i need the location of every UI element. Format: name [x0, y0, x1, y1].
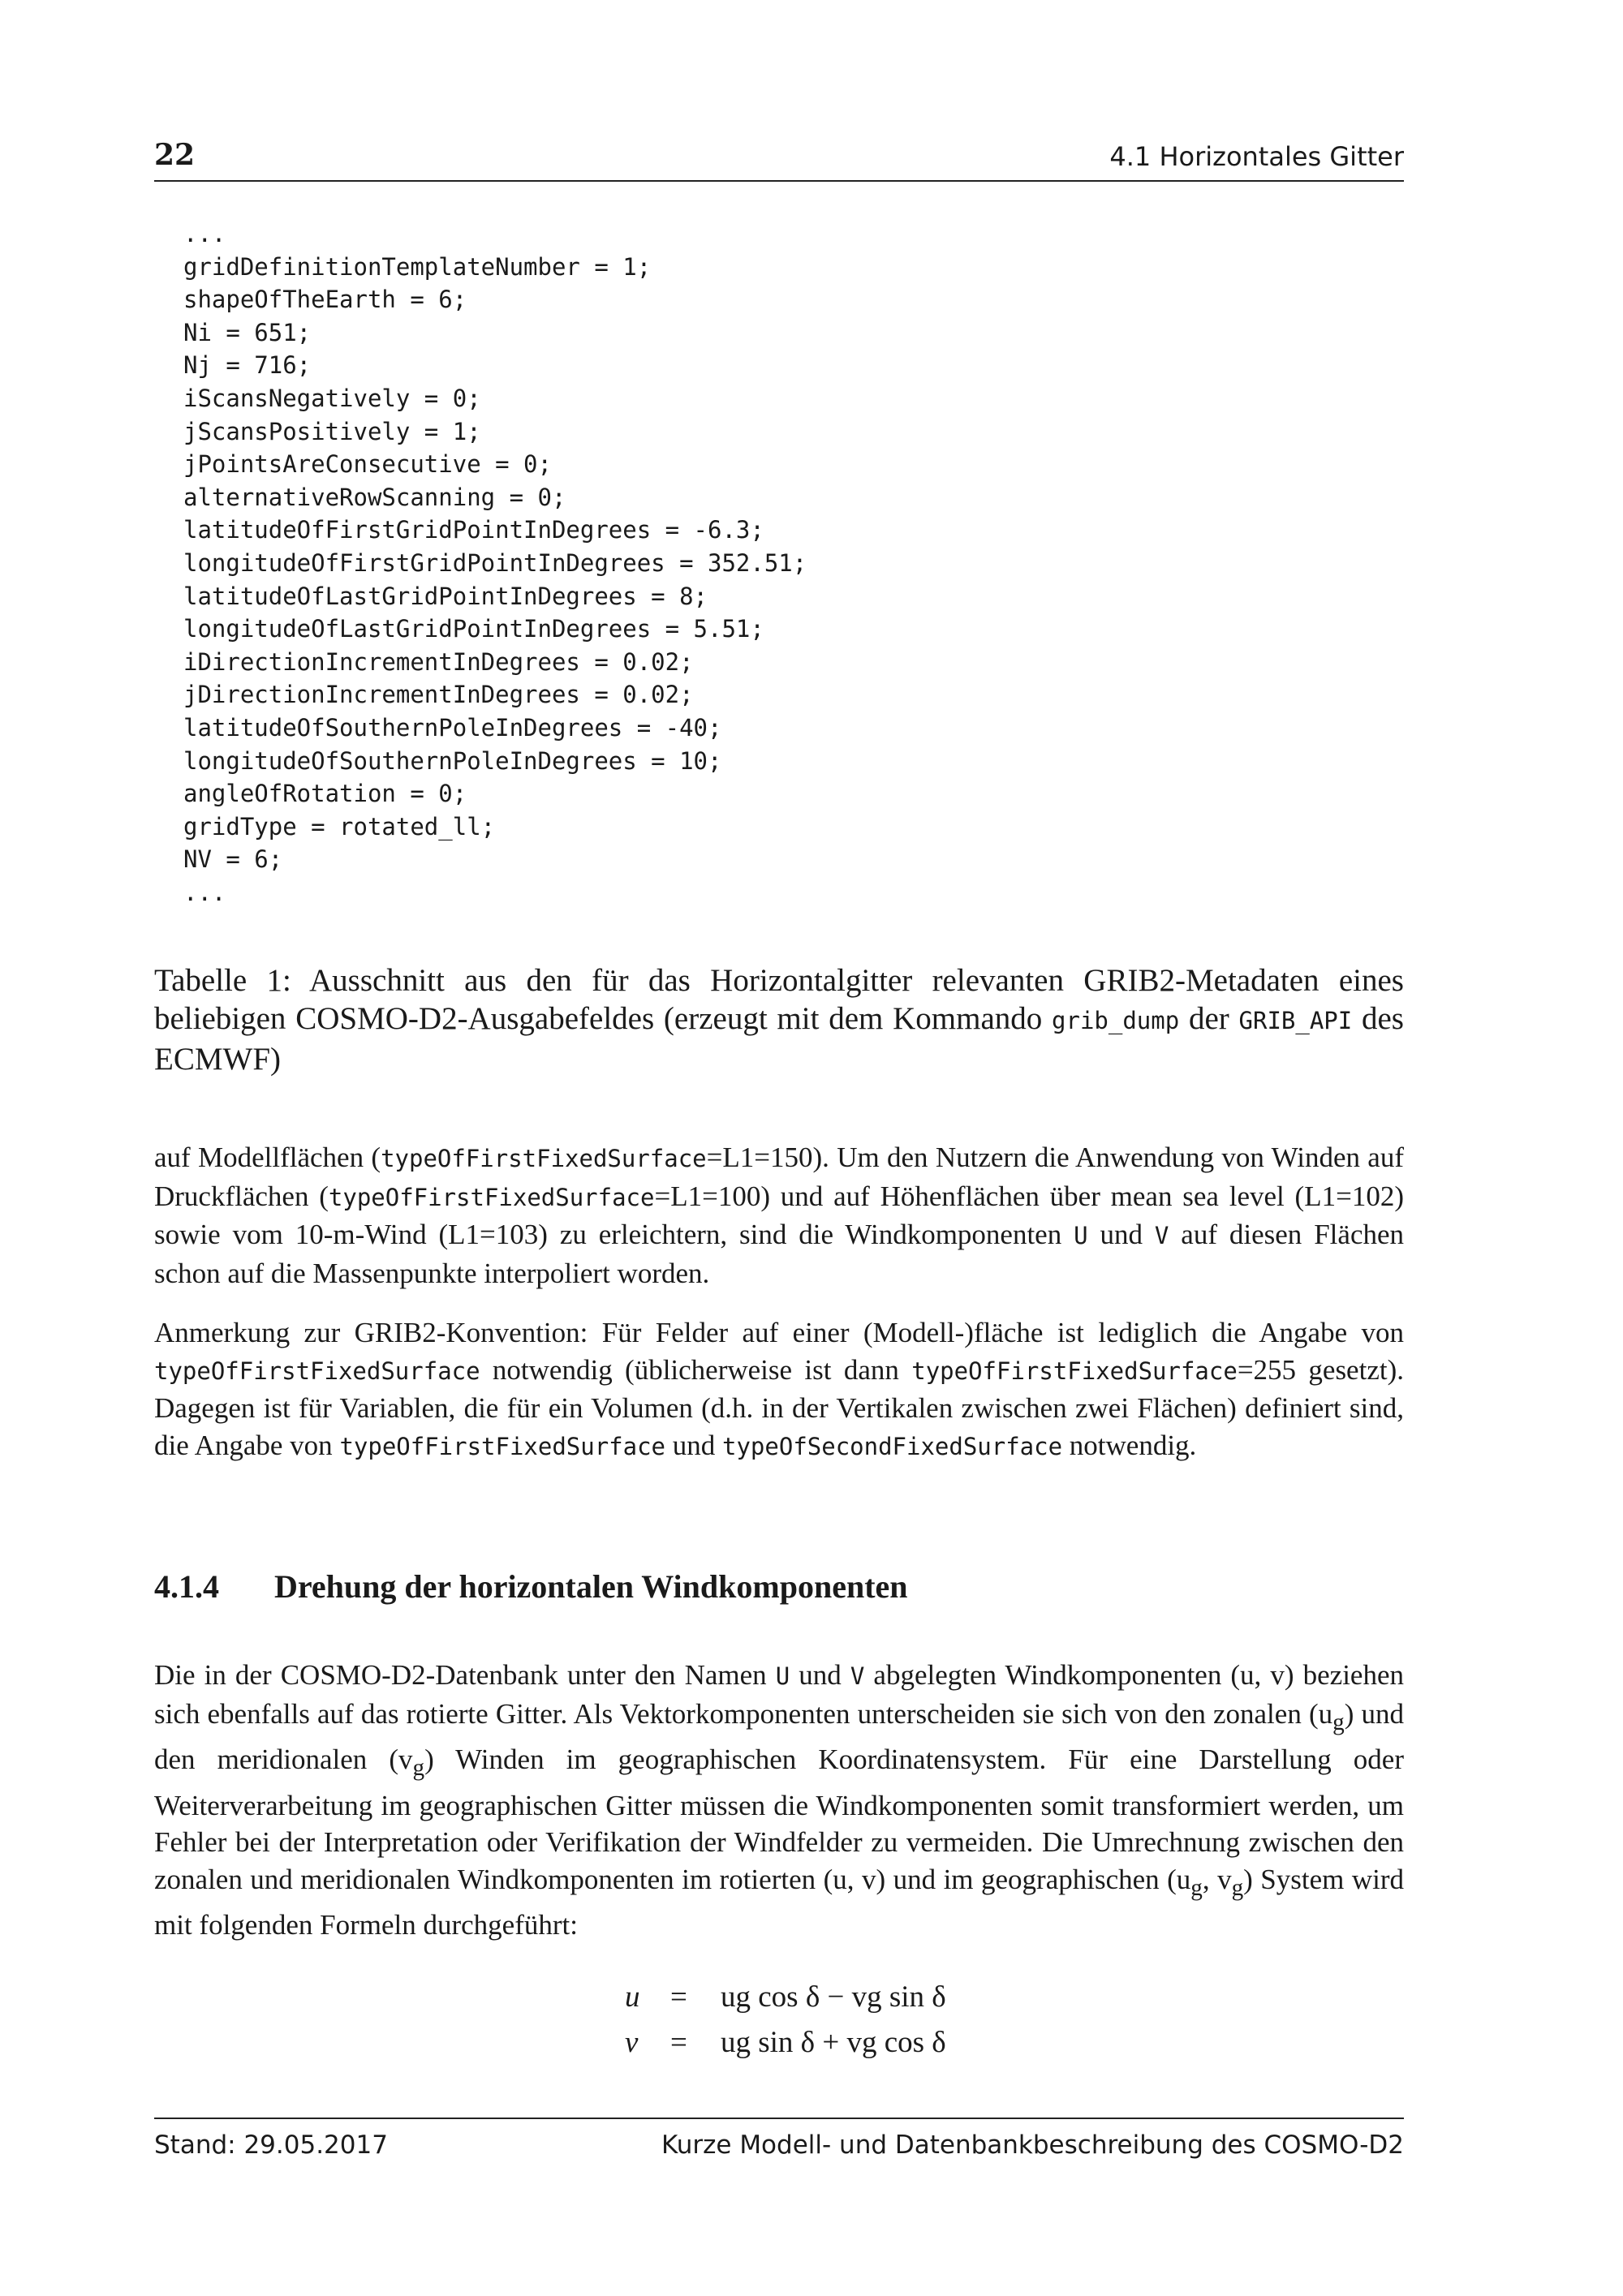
- code-term: typeOfFirstFixedSurface: [339, 1432, 666, 1460]
- section-number: 4.1.4: [154, 1568, 219, 1605]
- code-line: latitudeOfFirstGridPointInDegrees = -6.3;: [183, 516, 764, 544]
- rotation-equations: [0, 1980, 1623, 2070]
- code-line: jPointsAreConsecutive = 0;: [183, 450, 552, 479]
- paragraph-model-levels: [154, 1139, 1404, 1292]
- grib-metadata-code: [183, 217, 1319, 909]
- text: =L1=100) und auf Höhenflächen über mean sea level (L1=102) sowie vom 10-m-Wind (L1=103) zu erleichtern, sind die Windkomponenten: [154, 1180, 1404, 1250]
- text: =L1=150). Um den Nutzern die Anwendung von Winden auf Druckflächen (: [154, 1142, 1405, 1212]
- footer-document-title: Kurze Modell- und Datenbankbeschreibung des COSMO-D2: [661, 2130, 1404, 2160]
- caption-api: GRIB_API: [1238, 1007, 1353, 1034]
- code-line: ...: [183, 878, 226, 906]
- table-caption: [154, 961, 1404, 1078]
- code-line: latitudeOfSouthernPoleInDegrees = -40;: [183, 713, 722, 742]
- equation-lhs: u: [625, 1980, 640, 2014]
- code-term: typeOfFirstFixedSurface: [381, 1145, 707, 1172]
- equation-lhs: v: [625, 2026, 639, 2059]
- equation-v: [0, 2025, 1623, 2070]
- equation-rhs: ug sin δ + vg cos δ: [721, 2026, 946, 2059]
- page-footer: [154, 2130, 1404, 2171]
- text: und: [1087, 1219, 1155, 1250]
- text: notwendig (üblicherweise ist dann: [480, 1353, 912, 1386]
- equation-rhs: ug cos δ − vg sin δ: [721, 1980, 946, 2014]
- code-term: U: [775, 1662, 790, 1690]
- text: Anmerkung zur GRIB2-Konvention: Für Felder auf einer (Modell-)fläche ist lediglich die Angabe von: [154, 1317, 1404, 1348]
- equation-operator: =: [670, 2026, 687, 2059]
- code-line: longitudeOfFirstGridPointInDegrees = 352.51;: [183, 548, 807, 577]
- text: auf diesen Flächen schon auf die Massenpunkte interpoliert worden.: [154, 1219, 1405, 1289]
- code-line: gridDefinitionTemplateNumber = 1;: [183, 252, 652, 281]
- paragraph-grib2-convention: [154, 1314, 1404, 1465]
- code-line: alternativeRowScanning = 0;: [183, 483, 566, 511]
- section-heading: [154, 1567, 1404, 1606]
- code-term: U: [1074, 1222, 1088, 1249]
- text: Die in der COSMO-D2-Datenbank unter den Namen: [154, 1659, 776, 1691]
- running-title: 4.1 Horizontales Gitter: [1109, 141, 1404, 172]
- caption-text: des ECMWF): [154, 1001, 1404, 1077]
- code-line: Nj = 716;: [183, 351, 312, 380]
- text: , v: [1202, 1863, 1232, 1895]
- code-line: jDirectionIncrementInDegrees = 0.02;: [183, 681, 694, 709]
- text: und: [790, 1659, 850, 1691]
- code-line: latitudeOfLastGridPointInDegrees = 8;: [183, 582, 708, 610]
- paragraph-wind-rotation: [154, 1657, 1404, 1944]
- subscript: g: [1332, 1709, 1345, 1735]
- text: notwendig.: [1062, 1429, 1197, 1461]
- text: ) und den meridionalen (v: [154, 1697, 1405, 1775]
- subscript: g: [1190, 1874, 1203, 1901]
- code-line: iDirectionIncrementInDegrees = 0.02;: [183, 647, 694, 676]
- code-line: angleOfRotation = 0;: [183, 780, 467, 808]
- code-term: V: [1154, 1222, 1169, 1249]
- equation-u: [0, 1980, 1623, 2025]
- code-term: typeOfFirstFixedSurface: [154, 1357, 480, 1385]
- code-line: iScansNegatively = 0;: [183, 384, 481, 412]
- footer-rule: [154, 2118, 1404, 2119]
- footer-date: Stand: 29.05.2017: [154, 2130, 388, 2160]
- caption-text: der: [1179, 1001, 1239, 1036]
- subscript: g: [412, 1755, 425, 1781]
- text: ) Winden im geographischen Koordinatensystem. Für eine Darstellung oder Weiterverarbeitung im geographischen Gitter müssen die Windkomponenten somit transformiert werden, um Fehler bei der Interpretation oder Verifikation der Windfelder zu vermeiden. Die Umrechnung zwischen den zonalen und meridionalen Windkomponenten im rotierten (u, v) und im geographischen (u: [154, 1743, 1404, 1895]
- text: und: [665, 1429, 723, 1461]
- code-line: Ni = 651;: [183, 318, 312, 346]
- page-header: [154, 136, 1404, 182]
- subscript: g: [1231, 1874, 1244, 1901]
- text: auf Modellflächen (: [154, 1142, 381, 1173]
- section-title: Drehung der horizontalen Windkomponenten: [274, 1568, 908, 1605]
- code-term: typeOfFirstFixedSurface: [328, 1183, 655, 1211]
- code-term: typeOfSecondFixedSurface: [722, 1432, 1063, 1460]
- equation-operator: =: [670, 1980, 687, 2014]
- caption-command: grib_dump: [1052, 1007, 1180, 1034]
- text: abgelegten Windkomponenten (u, v) beziehen sich ebenfalls auf das rotierte Gitter. Als Vektorkomponenten unterscheiden sie sich von den zonalen (u: [154, 1659, 1404, 1730]
- caption-text: Tabelle 1: Ausschnitt aus den für das Horizontalgitter relevanten GRIB2-Metadaten eines beliebigen COSMO-D2-Ausgabefeldes (erzeugt mit dem Kommando: [154, 963, 1404, 1036]
- code-line: ...: [183, 220, 226, 247]
- code-line: longitudeOfLastGridPointInDegrees = 5.51;: [183, 615, 764, 643]
- text: =255 gesetzt). Dagegen ist für Variablen, die für ein Volumen (d.h. in der Vertikalen zwischen zwei Flächen) definiert sind, die Angabe von: [154, 1353, 1404, 1461]
- code-line: gridType = rotated_ll;: [183, 812, 496, 841]
- code-line: jScansPositively = 1;: [183, 417, 481, 445]
- code-line: longitudeOfSouthernPoleInDegrees = 10;: [183, 746, 722, 775]
- code-line: shapeOfTheEarth = 6;: [183, 286, 467, 314]
- code-line: NV = 6;: [183, 845, 283, 874]
- page-number: 22: [154, 138, 196, 172]
- code-term: V: [850, 1662, 865, 1690]
- header-rule: [154, 180, 1404, 182]
- text: ) System wird mit folgenden Formeln durchgeführt:: [154, 1863, 1405, 1941]
- code-term: typeOfFirstFixedSurface: [911, 1357, 1238, 1385]
